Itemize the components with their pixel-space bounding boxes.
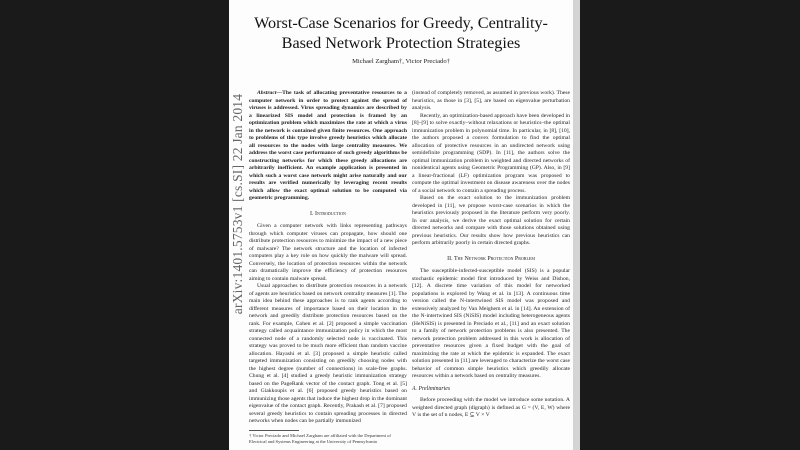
section-heading-network-protection: II. The Network Protection Problem [447,255,535,262]
right-paragraph-0: (instead of completely removed, as assumed in previous work). These heuristics, as those in [3], [5], are based on eigenvalue perturbation analysis. [412,90,570,111]
left-column [249,90,407,426]
section-heading-introduction: I. Introduction [310,210,346,217]
subsection-heading-preliminaries: A. Preliminaries [412,385,451,392]
intro-paragraph-1: Given a computer network with links representing pathways through which computer viruses can propagate, how should one distribute protection resources to minimize the impact of a new piece of malware? The network structure and the location of infected computers play a key role on how quickly the malware will spread. Conversely, the location of protection resources within the network can dramatically improve the efficiency of protection resources aiming to contain malware spread. [249,223,407,282]
right-paragraph-1: Recently, an optimization-based approach have been developed in [8]–[9] to solve exactly–without relaxations or heuristics–the optimal immunization problem in polynomial time. In particular, in [8], [10], the authors proposed a convex formulation to find the optimal allocation of protective resources in an undirected network using semidefinite programming (SDP). In [11], the authors solve the optimal immunization problem in weighted and directed networks of nonidentical agents using Geometric Programming (GP). Also, in [9] a linear-fractional (LF) optimization program was proposed to compute the optimal investment on disease awareness over the nodes of a social network to contain a spreading process. [412,112,570,194]
abstract-label: Abstract [257,90,277,96]
arxiv-identifier: arXiv:1401.5753v1 [cs.SI] 22 Jan 2014 [230,93,245,315]
intro-paragraph-2: Usual approaches to distribute protection resources in a network of agents are heuristics based on network centrality measures [1]. The main idea behind these approaches is to rank agents according to different measures of importance based on their location in the network and greedily distribute protection resources based on the rank. For example, Cohen et al. [2] proposed a simple vaccination strategy called acquaintance immunization policy in which the most connected node of a randomly selected node is vaccinated. This strategy was proved to be much more efficient than random vaccine allocation. Hayashi et al. [3] proposed a simple heuristic called targeted immunization consisting on greedily choosing nodes with the highest degree (number of connections) in scale-free graphs. Chung et al. [4] studied a greedy heuristic immunization strategy based on the PageRank vector of the contact graph. Tong et al. [5] and Giakkoupis et al. [6] proposed greedy heuristics based on immunizing those agents that induce the highest drop in the dominant eigenvalue of the contact graph. Recently, Prakash et al. [7] proposed several greedy heuristics to contain spreading processes in directed networks when nodes can be partially immunized [249,283,407,424]
page-edge [573,0,580,450]
footnote-rule [249,430,299,431]
abstract [249,90,407,203]
preliminaries-paragraph: Before proceeding with the model we introduce some notation. A weighted directed graph (digraph) is defined as G = (V, E, W) where V is the set of n nodes, E ⊆ V × V [412,397,570,418]
section2-paragraph-1: The susceptible-infected-susceptible model (SIS) is a popular stochastic epidemic model first introduced by Weiss and Dishon, [12]. A discrete time variation of this model for networked populations is explored by Wang et al. in [13]. A continuous time version called the N-intertwined SIS model was proposed and extensively analyzed by Van Meighem et al. in [14]. An extension of the N-intertwined SIS (NiSIS) model including heterogeneous agents (HeNiSIS) is presented in Preciado et al., [11] and an exact solution to a family of network protection problems is also presented. The network protection problem addressed in this work is allocation of preventative resources given a fixed budget with the goal of maximizing the rate at which the epidemic is expanded. The exact solution presented in [11] are leveraged to characterize the worst case behavior of common simple heuristics which greedily allocate resources within a network based on centrality measures. [412,268,570,379]
paper-page [229,0,573,450]
right-column [412,90,570,420]
paper-title: Worst-Case Scenarios for Greedy, Centrality-Based Network Protection Strategies [254,14,548,52]
paper-authors: Michael Zargham†, Victor Preciado† [352,58,450,65]
right-paragraph-2: Based on the exact solution to the immunization problem developed in [11], we propose worst-case scenarios in which the heuristics previously proposed in the literature perform very poorly. In our analysis, we derive the exact optimal solution for certain directed networks and compare with those solutions obtained using previous heuristics. Our results show how previous heuristics can perform arbitrarily poorly in certain directed graphs. [412,195,570,246]
affiliation-footnote: † Victor Preciado and Michael Zargham are affiliated with the Department of Electrical and Systems Engineering at the University of Pennsylvania [249,433,391,444]
abstract-text: —The task of allocating preventative resources to a computer network in order to protect against the spread of viruses is addressed. Virus spreading dynamics are described by a linearized SIS model and protection is framed by an optimization problem which maximizes the rate at which a virus in the network is contained given finite resources. One approach to problems of this type involve greedy heuristics which allocate all resources to the nodes with large centrality measures. We address the worst case performance of such greedy algorithms be constructing networks for which these greedy allocations are arbitrarily inefficient. An example application is presented in which such a worst case network might arise naturally and our results are verified numerically by leveraging recent results which allow the exact optimal solution to be computed via geometric programming. [249,90,407,201]
